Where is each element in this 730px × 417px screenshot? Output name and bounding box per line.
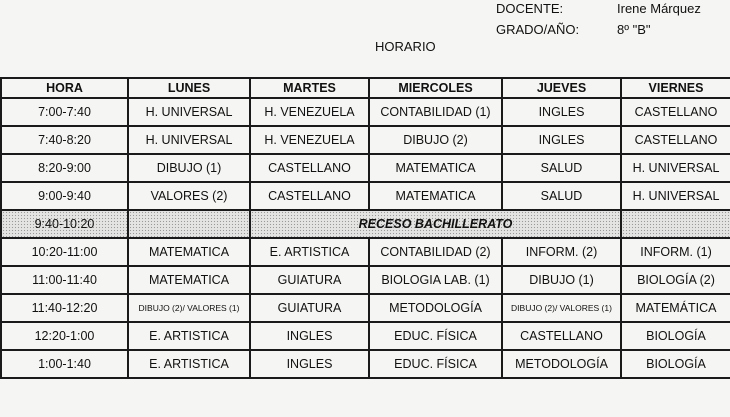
time-cell: 11:00-11:40	[1, 266, 128, 294]
page-title: HORARIO	[375, 39, 436, 54]
table-row	[1, 154, 730, 182]
column-header-viernes: VIERNES	[621, 78, 730, 98]
subject-cell: EDUC. FÍSICA	[369, 322, 502, 350]
subject-cell: CASTELLANO	[250, 154, 369, 182]
time-cell: 9:00-9:40	[1, 182, 128, 210]
subject-cell: SALUD	[502, 182, 621, 210]
table-row	[1, 294, 730, 322]
subject-cell: H. UNIVERSAL	[621, 182, 730, 210]
subject-cell: E. ARTISTICA	[250, 238, 369, 266]
subject-cell: INFORM. (2)	[502, 238, 621, 266]
subject-cell: MATEMATICA	[369, 154, 502, 182]
subject-cell: DIBUJO (2)/ VALORES (1)	[502, 294, 621, 322]
subject-cell: INGLES	[502, 98, 621, 126]
subject-cell: DIBUJO (1)	[128, 154, 250, 182]
break-empty-cell	[128, 210, 250, 238]
subject-cell: H. UNIVERSAL	[128, 98, 250, 126]
subject-cell: CASTELLANO	[502, 322, 621, 350]
table-row	[1, 182, 730, 210]
table-row	[1, 322, 730, 350]
subject-cell: MATEMATICA	[369, 182, 502, 210]
break-label: RECESO BACHILLERATO	[250, 210, 621, 238]
docente-value: Irene Márquez	[617, 1, 701, 16]
subject-cell: INGLES	[250, 350, 369, 378]
break-empty-cell	[621, 210, 730, 238]
subject-cell: CASTELLANO	[621, 98, 730, 126]
table-row	[1, 98, 730, 126]
column-header-martes: MARTES	[250, 78, 369, 98]
subject-cell: METODOLOGÍA	[502, 350, 621, 378]
table-row	[1, 266, 730, 294]
subject-cell: H. VENEZUELA	[250, 126, 369, 154]
grado-value: 8º "B"	[617, 22, 651, 37]
subject-cell: SALUD	[502, 154, 621, 182]
subject-cell: CASTELLANO	[250, 182, 369, 210]
subject-cell: METODOLOGÍA	[369, 294, 502, 322]
table-row	[1, 126, 730, 154]
column-header-jueves: JUEVES	[502, 78, 621, 98]
subject-cell: INGLES	[250, 322, 369, 350]
subject-cell: E. ARTISTICA	[128, 350, 250, 378]
subject-cell: DIBUJO (1)	[502, 266, 621, 294]
time-cell: 7:40-8:20	[1, 126, 128, 154]
time-cell: 12:20-1:00	[1, 322, 128, 350]
schedule-table	[0, 77, 730, 379]
time-cell: 10:20-11:00	[1, 238, 128, 266]
subject-cell: H. VENEZUELA	[250, 98, 369, 126]
table-row	[1, 350, 730, 378]
subject-cell: EDUC. FÍSICA	[369, 350, 502, 378]
time-cell: 8:20-9:00	[1, 154, 128, 182]
break-row	[1, 210, 730, 238]
subject-cell: MATEMÁTICA	[621, 294, 730, 322]
subject-cell: DIBUJO (2)/ VALORES (1)	[128, 294, 250, 322]
table-header-row	[1, 78, 730, 98]
subject-cell: MATEMATICA	[128, 238, 250, 266]
time-cell: 11:40-12:20	[1, 294, 128, 322]
subject-cell: GUIATURA	[250, 294, 369, 322]
subject-cell: INFORM. (1)	[621, 238, 730, 266]
time-cell: 7:00-7:40	[1, 98, 128, 126]
subject-cell: BIOLOGÍA	[621, 322, 730, 350]
subject-cell: GUIATURA	[250, 266, 369, 294]
subject-cell: CASTELLANO	[621, 126, 730, 154]
subject-cell: CONTABILIDAD (1)	[369, 98, 502, 126]
table-row	[1, 238, 730, 266]
column-header-hora: HORA	[1, 78, 128, 98]
grado-label: GRADO/AÑO:	[496, 22, 580, 37]
docente-label: DOCENTE:	[496, 1, 564, 16]
time-cell: 9:40-10:20	[1, 210, 128, 238]
subject-cell: BIOLOGÍA (2)	[621, 266, 730, 294]
column-header-miercoles: MIERCOLES	[369, 78, 502, 98]
subject-cell: BIOLOGÍA	[621, 350, 730, 378]
time-cell: 1:00-1:40	[1, 350, 128, 378]
subject-cell: VALORES (2)	[128, 182, 250, 210]
subject-cell: DIBUJO (2)	[369, 126, 502, 154]
subject-cell: CONTABILIDAD (2)	[369, 238, 502, 266]
subject-cell: H. UNIVERSAL	[128, 126, 250, 154]
subject-cell: H. UNIVERSAL	[621, 154, 730, 182]
column-header-lunes: LUNES	[128, 78, 250, 98]
subject-cell: E. ARTISTICA	[128, 322, 250, 350]
subject-cell: MATEMATICA	[128, 266, 250, 294]
subject-cell: INGLES	[502, 126, 621, 154]
subject-cell: BIOLOGIA LAB. (1)	[369, 266, 502, 294]
